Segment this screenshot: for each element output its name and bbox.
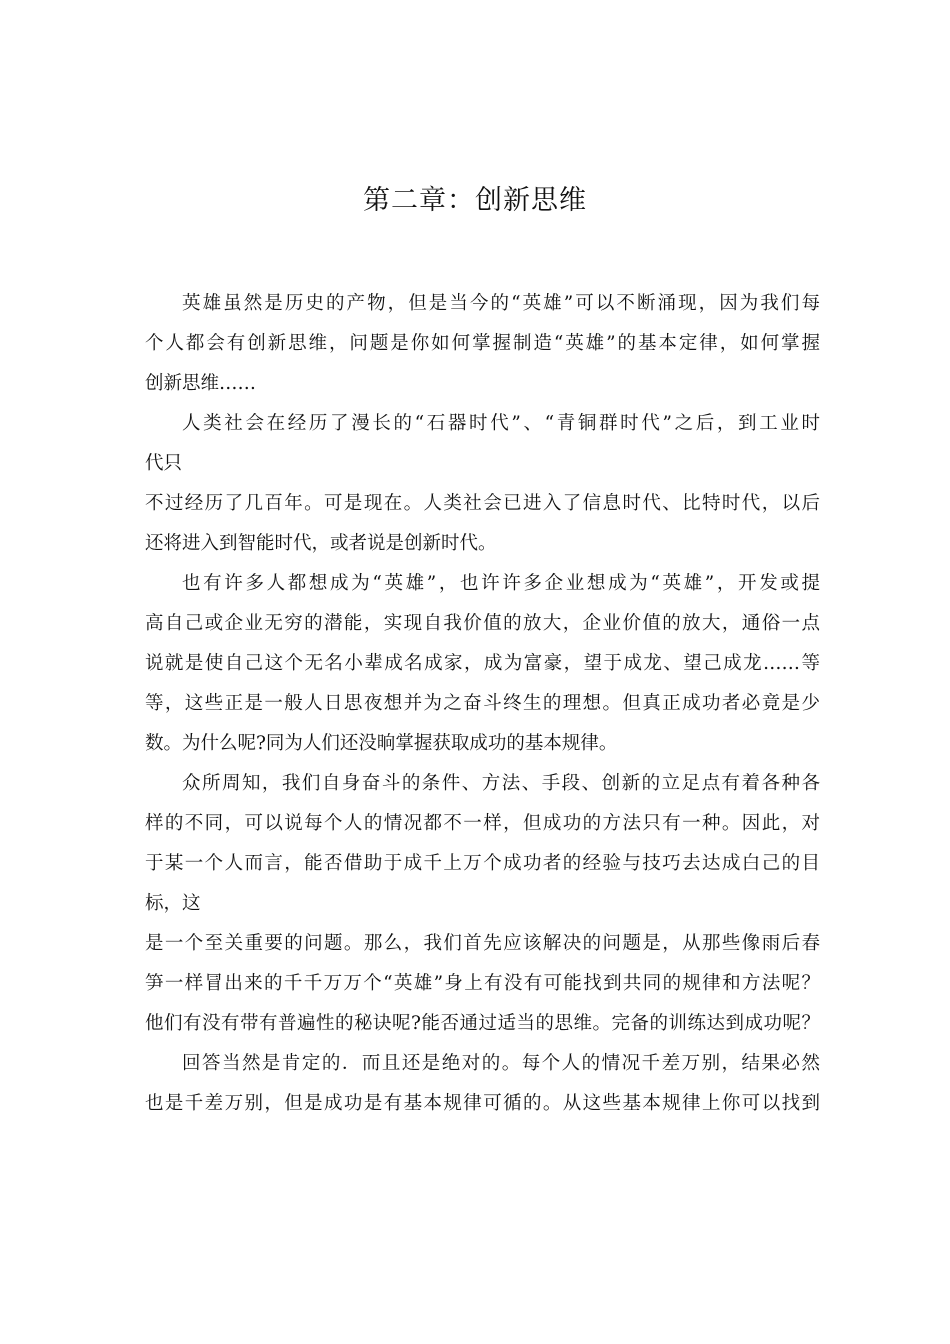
text-line: 个人都会有创新思维，问题是你如何掌握制造“英雄”的基本定律，如何掌握 xyxy=(145,333,820,354)
text-line: 代只 xyxy=(145,453,183,474)
text-line: 高自己或企业无穷的潜能，实现自我价值的放大，企业价值的放大，通俗一点 xyxy=(145,613,820,634)
text-line: 众所周知，我们自身奋斗的条件、方法、手段、创新的立足点有着各种各 xyxy=(182,773,820,794)
body-text xyxy=(145,284,820,1124)
chapter-title: 第二章：创新思维 xyxy=(363,185,587,216)
text-line: 创新思维…… xyxy=(145,373,257,394)
text-line: 人类社会在经历了漫长的“石器时代”、“青铜群时代”之后，到工业时 xyxy=(182,413,820,434)
text-line: 不过经历了几百年。可是现在。人类社会已进入了信息时代、比特时代，以后 xyxy=(145,493,820,514)
text-line: 回答当然是肯定的．而且还是绝对的。每个人的情况千差万别，结果必然 xyxy=(182,1053,820,1074)
text-line: 他们有没有带有普遍性的秘诀呢?能否通过适当的思维。完备的训练达到成功呢？ xyxy=(145,1013,820,1034)
text-line: 数。为什么呢?同为人们还没晌掌握获取成功的基本规律。 xyxy=(145,733,618,754)
text-line: 于某一个人而言，能否借助于成千上万个成功者的经验与技巧去达成白己的目 xyxy=(145,853,820,874)
text-line: 样的不同，可以说每个人的情况都不一样，但成功的方法只有一种。因此，对 xyxy=(145,813,820,834)
text-line: 英雄虽然是历史的产物，但是当今的“英雄”可以不断涌现，因为我们每 xyxy=(182,293,820,314)
text-line: 是一个至关重要的问题。那么，我们首先应该解决的问题是，从那些像雨后春 xyxy=(145,933,820,954)
text-line: 也是千差万别，但是成功是有基本规律可循的。从这些基本规律上你可以找到 xyxy=(145,1093,820,1114)
text-line: 还将进入到智能时代，或者说是创新时代。 xyxy=(145,533,497,554)
text-line: 标，这 xyxy=(145,893,201,914)
text-line: 笋一样冒出来的千千万万个“英雄”身上有没有可能找到共同的规律和方法呢？ xyxy=(145,973,820,994)
text-line: 等，这些正是一般人日思夜想并为之奋斗终生的理想。但真正成功者必竟是少 xyxy=(145,693,820,714)
text-line: 也有许多人都想成为“英雄”，也许许多企业想成为“英雄”，开发或提 xyxy=(182,573,820,594)
text-line: 说就是使自己这个无名小辈成名成家，成为富豪，望于成龙、望己成龙……等 xyxy=(145,653,820,674)
